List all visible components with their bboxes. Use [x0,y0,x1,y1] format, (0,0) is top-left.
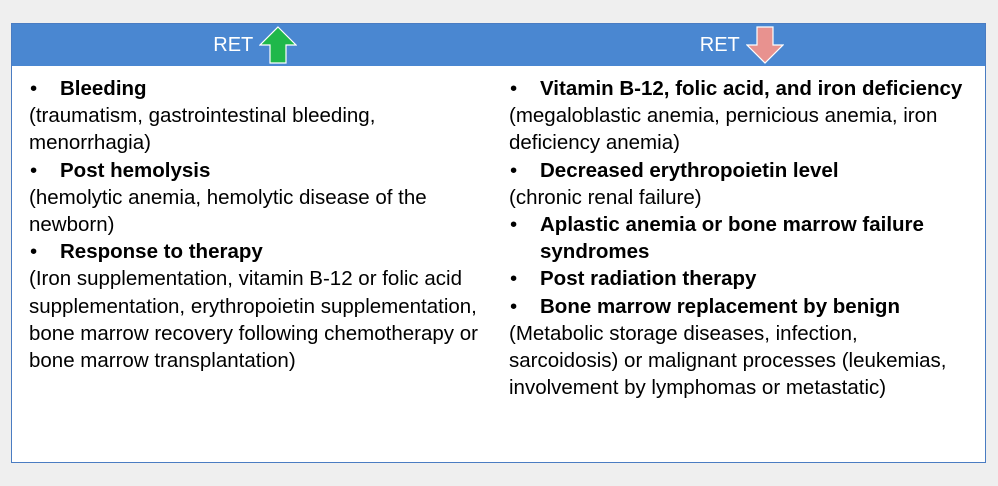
list-item [509,157,971,184]
item-detail: (hemolytic anemia, hemolytic disease of the newborn) [29,185,427,237]
list-item [509,211,971,265]
bullet-marker: • [510,213,518,237]
bullet-marker: • [30,158,38,182]
up-arrow-icon [259,26,297,64]
left-column [12,66,505,462]
table-body [12,66,985,462]
list-item [509,75,971,102]
bullet-marker: • [510,158,518,182]
list-item [29,157,491,184]
item-detail: (Iron supplementation, vitamin B-12 or folic acid supplementation, erythropoietin supplementation, bone marrow recovery following chemotherapy or bone marrow transplantation) [29,267,478,373]
item-title: Vitamin B-12, folic acid, and iron deficiency [540,77,963,100]
list-item [509,265,971,292]
item-title: Decreased erythropoietin level [540,158,839,182]
item-title: Response to therapy [60,240,263,264]
list-item [509,293,971,320]
item-title: Bone marrow replacement by benign [540,294,900,318]
right-column [505,66,985,462]
list-item [29,75,491,102]
item-detail: (Metabolic storage diseases, infection, sarcoidosis) or malignant processes (leukemias, involvement by lymphomas or metastatic) [509,321,947,400]
table-header [12,24,985,66]
header-cell-increase [12,24,499,66]
item-title: Post radiation therapy [540,267,757,291]
item-detail: (megaloblastic anemia, pernicious anemia, iron deficiency anemia) [509,104,938,155]
item-detail: (traumatism, gastrointestinal bleeding, menorrhagia) [29,104,376,155]
bullet-marker: • [510,267,518,291]
header-label-right: RET [699,33,740,56]
item-detail: (chronic renal failure) [509,185,702,209]
header-label-left: RET [213,33,254,56]
ret-comparison-table [11,23,986,463]
header-cell-decrease [499,24,986,66]
item-title: Aplastic anemia or bone marrow failure syndromes [540,213,924,264]
bullet-marker: • [510,294,518,318]
bullet-marker: • [510,77,518,100]
bullet-marker: • [30,240,38,264]
list-item [29,238,491,265]
down-arrow-icon [746,26,784,64]
bullet-marker: • [30,77,38,100]
item-title: Bleeding [60,77,147,100]
item-title: Post hemolysis [60,158,211,182]
